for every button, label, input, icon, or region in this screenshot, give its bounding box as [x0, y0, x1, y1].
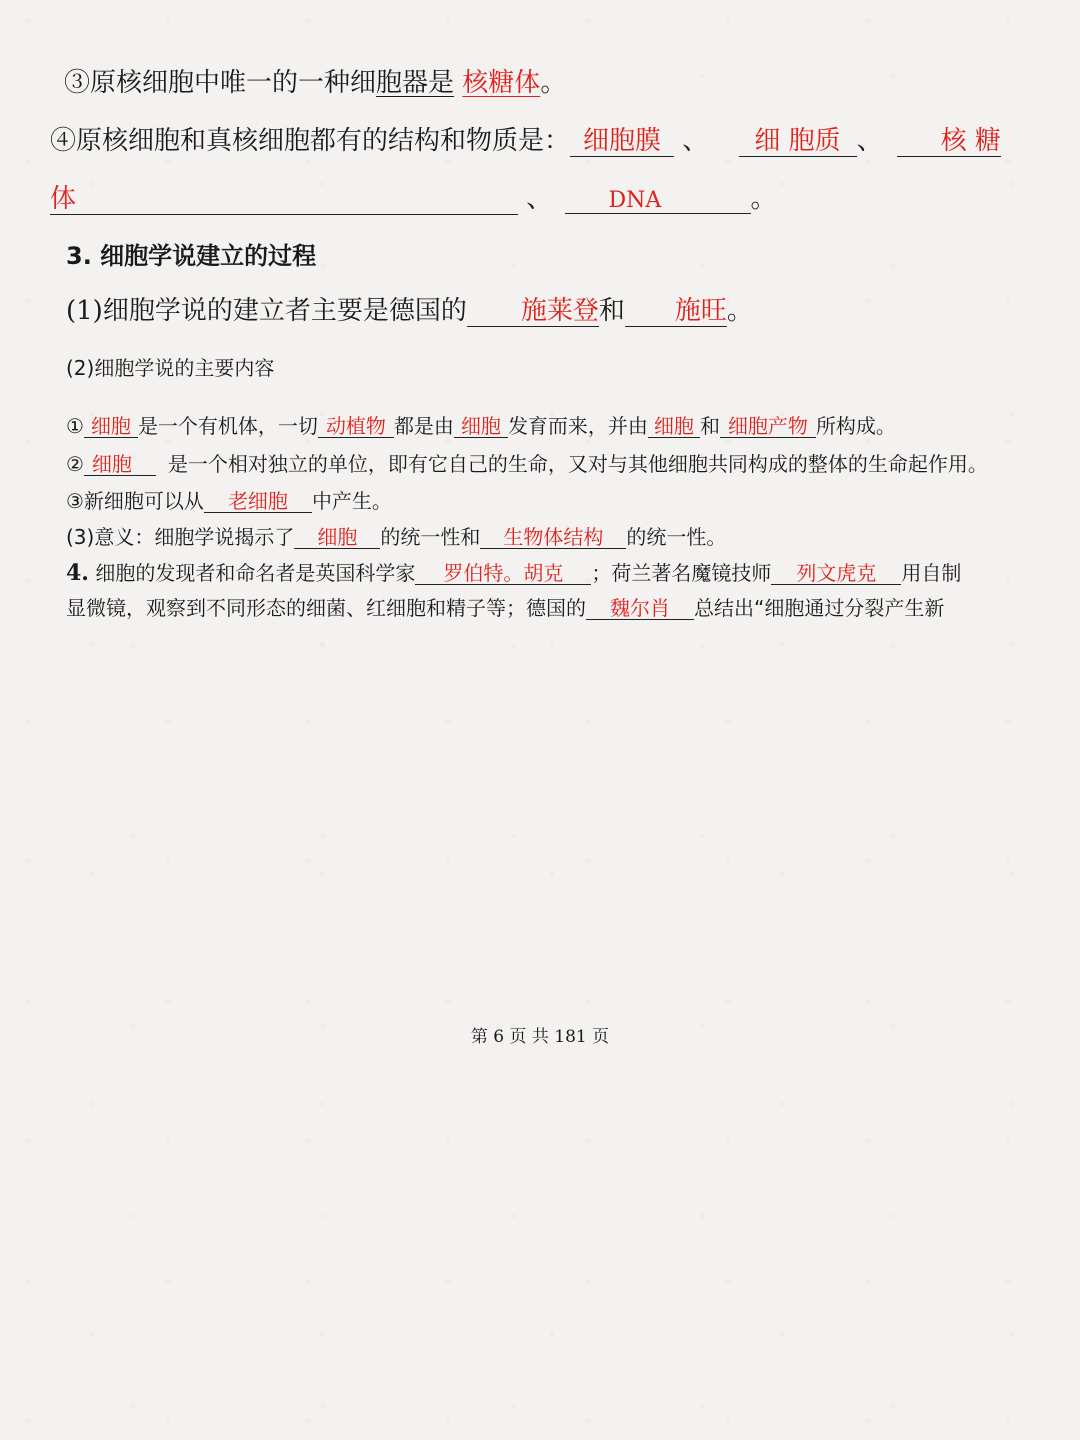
line-content-2 — [66, 448, 988, 477]
answer: 细胞 — [294, 526, 380, 549]
text: 、 — [682, 126, 709, 156]
answer: DNA — [565, 189, 751, 214]
text: 总结出“细胞通过分裂产生新 — [694, 596, 945, 620]
text: 的统一性。 — [626, 525, 727, 549]
text: 细胞的发现者和命名者是英国科学家 — [88, 561, 416, 585]
answer: 细胞 — [84, 415, 138, 438]
text: 用自制 — [901, 561, 962, 585]
text: 都是由 — [393, 414, 454, 438]
text: (3)意义：细胞学说揭示了 — [66, 525, 295, 549]
text: 的统一性和 — [380, 525, 481, 549]
line-content-3 — [66, 485, 392, 514]
text: 胞器是 — [376, 68, 455, 98]
text: (1)细胞学说的建立者主要是德国的 — [66, 296, 467, 326]
answer: 细胞 — [454, 415, 508, 438]
answer: 细胞 — [84, 453, 156, 476]
answer: 魏尔肖 — [586, 597, 694, 620]
line-common-structures-cont — [50, 178, 777, 215]
line-prokaryote-organelle — [64, 62, 566, 99]
text: 。 — [540, 68, 567, 98]
subheading-content: (2)细胞学说的主要内容 — [66, 356, 275, 380]
answer: 施旺 — [625, 297, 727, 327]
text: 中产生。 — [311, 489, 392, 513]
line-significance — [66, 521, 726, 550]
answer: 核 糖 — [897, 127, 1001, 157]
text: 。 — [726, 296, 753, 326]
line-common-structures — [50, 120, 1001, 157]
text: 所构成。 — [815, 414, 896, 438]
text: ③新细胞可以从 — [66, 489, 204, 513]
text: 和 — [699, 414, 720, 438]
text: ④原核细胞和真核细胞都有的结构和物质是： — [50, 126, 571, 156]
answer: 细胞产物 — [720, 415, 816, 438]
answer: 动植物 — [318, 415, 394, 438]
answer: 细 胞质 — [739, 127, 857, 157]
page-footer: 第 6 页 共 181 页 — [470, 1027, 610, 1047]
answer: 细胞膜 — [570, 127, 674, 157]
answer: 列文虎克 — [771, 562, 901, 585]
text: 。 — [750, 184, 777, 214]
text: 发育而来，并由 — [507, 414, 648, 438]
line-founders — [66, 290, 753, 327]
answer: 生物体结构 — [480, 526, 626, 549]
answer: 罗伯特。胡克 — [415, 562, 591, 585]
text: 是一个相对独立的单位，即有它自己的生命，又对与其他细胞共同构成的整体的生命起作用。 — [167, 452, 988, 476]
answer: 细胞 — [648, 415, 700, 438]
text: 、 — [856, 126, 883, 156]
text: 、 — [526, 184, 553, 214]
item-number: 4. — [66, 560, 89, 586]
line-discoverers-cont — [66, 592, 944, 621]
line-discoverers — [66, 557, 961, 586]
text: ；荷兰著名魔镜技师 — [591, 561, 772, 585]
answer: 核糖体 — [462, 68, 541, 98]
answer: 老细胞 — [204, 490, 312, 513]
answer: 体 — [50, 185, 518, 215]
text: ① — [66, 414, 84, 438]
text: 和 — [598, 296, 625, 326]
section-heading: 3. 细胞学说建立的过程 — [66, 242, 317, 270]
text: 是一个有机体，一切 — [137, 414, 318, 438]
line-content-1 — [66, 410, 896, 439]
text: ② — [66, 452, 84, 476]
answer: 施莱登 — [467, 297, 599, 327]
text: 显微镜，观察到不同形态的细菌、红细胞和精子等；德国的 — [66, 596, 586, 620]
text: ③原核细胞中唯一的一种细 — [64, 68, 377, 98]
